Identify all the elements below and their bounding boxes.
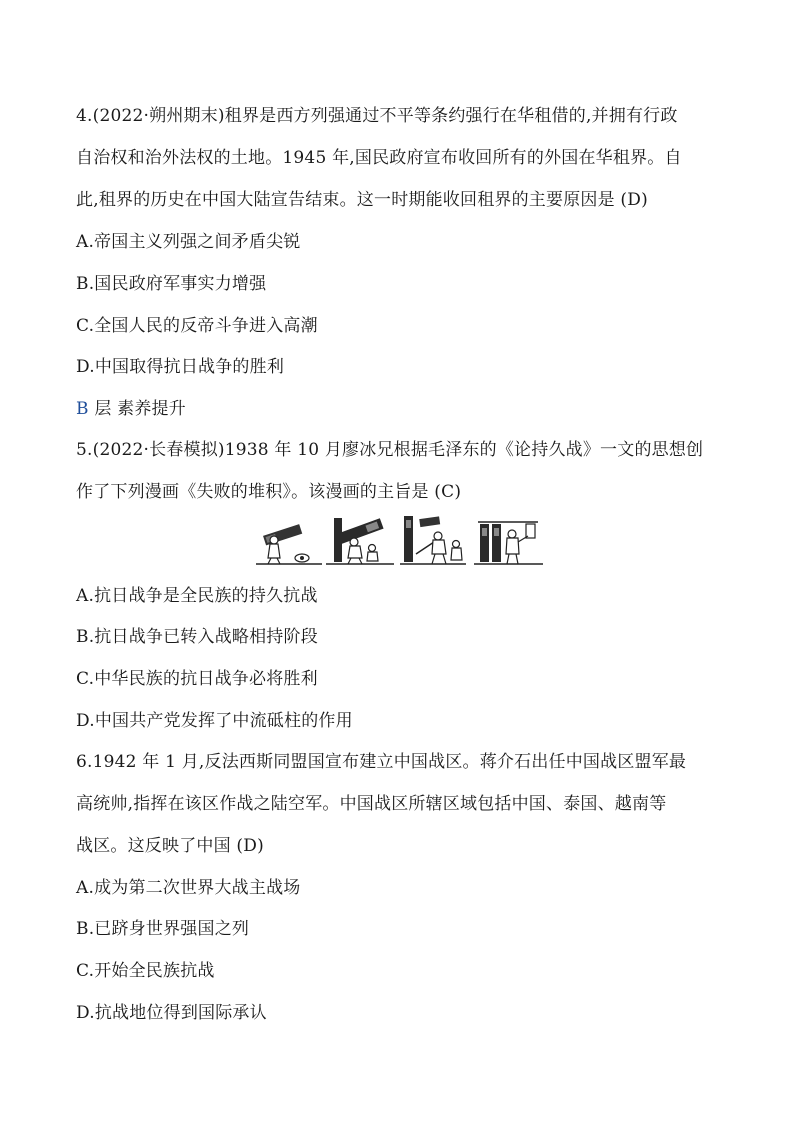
q4-option-d: D.中国取得抗日战争的胜利 [76, 357, 285, 377]
comic-panel-4 [472, 514, 545, 566]
q4-option-b: B.国民政府军事实力增强 [76, 274, 267, 294]
section-title: 层 素养提升 [94, 399, 186, 419]
q6-option-a: A.成为第二次世界大战主战场 [76, 878, 301, 898]
q5-option-b: B.抗日战争已转入战略相持阶段 [76, 627, 318, 647]
section-tag: B [76, 399, 89, 419]
comic-panel-3 [398, 514, 468, 566]
q5-option-a: A.抗日战争是全民族的持久抗战 [76, 586, 318, 606]
q5-stem-line-2: 作了下列漫画《失败的堆积》。该漫画的主旨是 (C) [76, 482, 462, 502]
q6-stem-line-3: 战区。这反映了中国 (D) [76, 836, 264, 856]
comic-illustration [254, 514, 545, 566]
section-heading [76, 399, 186, 419]
q4-stem-line-1: 4.(2022·朔州期末)租界是西方列强通过不平等条约强行在华租借的,并拥有行政 [76, 106, 678, 126]
q4-option-a: A.帝国主义列强之间矛盾尖锐 [76, 232, 301, 252]
comic-panel-2 [324, 514, 396, 566]
q6-option-b: B.已跻身世界强国之列 [76, 919, 250, 939]
comic-panel-1 [254, 514, 324, 566]
q4-stem-line-2: 自治权和治外法权的土地。1945 年,国民政府宣布收回所有的外国在华租界。自 [76, 148, 682, 168]
q6-stem-line-1: 6.1942 年 1 月,反法西斯同盟国宣布建立中国战区。蒋介石出任中国战区盟军最 [76, 752, 687, 772]
q5-stem-line-1: 5.(2022·长春模拟)1938 年 10 月廖冰兄根据毛泽东的《论持久战》一文的思想创 [76, 440, 704, 460]
q4-stem-line-3: 此,租界的历史在中国大陆宣告结束。这一时期能收回租界的主要原因是 (D) [76, 190, 648, 210]
q6-option-c: C.开始全民族抗战 [76, 961, 215, 981]
q5-option-c: C.中华民族的抗日战争必将胜利 [76, 669, 318, 689]
q5-option-d: D.中国共产党发挥了中流砥柱的作用 [76, 711, 353, 731]
q6-option-d: D.抗战地位得到国际承认 [76, 1003, 267, 1023]
q4-option-c: C.全国人民的反帝斗争进入高潮 [76, 316, 318, 336]
q6-stem-line-2: 高统帅,指挥在该区作战之陆空军。中国战区所辖区域包括中国、泰国、越南等 [76, 794, 667, 814]
